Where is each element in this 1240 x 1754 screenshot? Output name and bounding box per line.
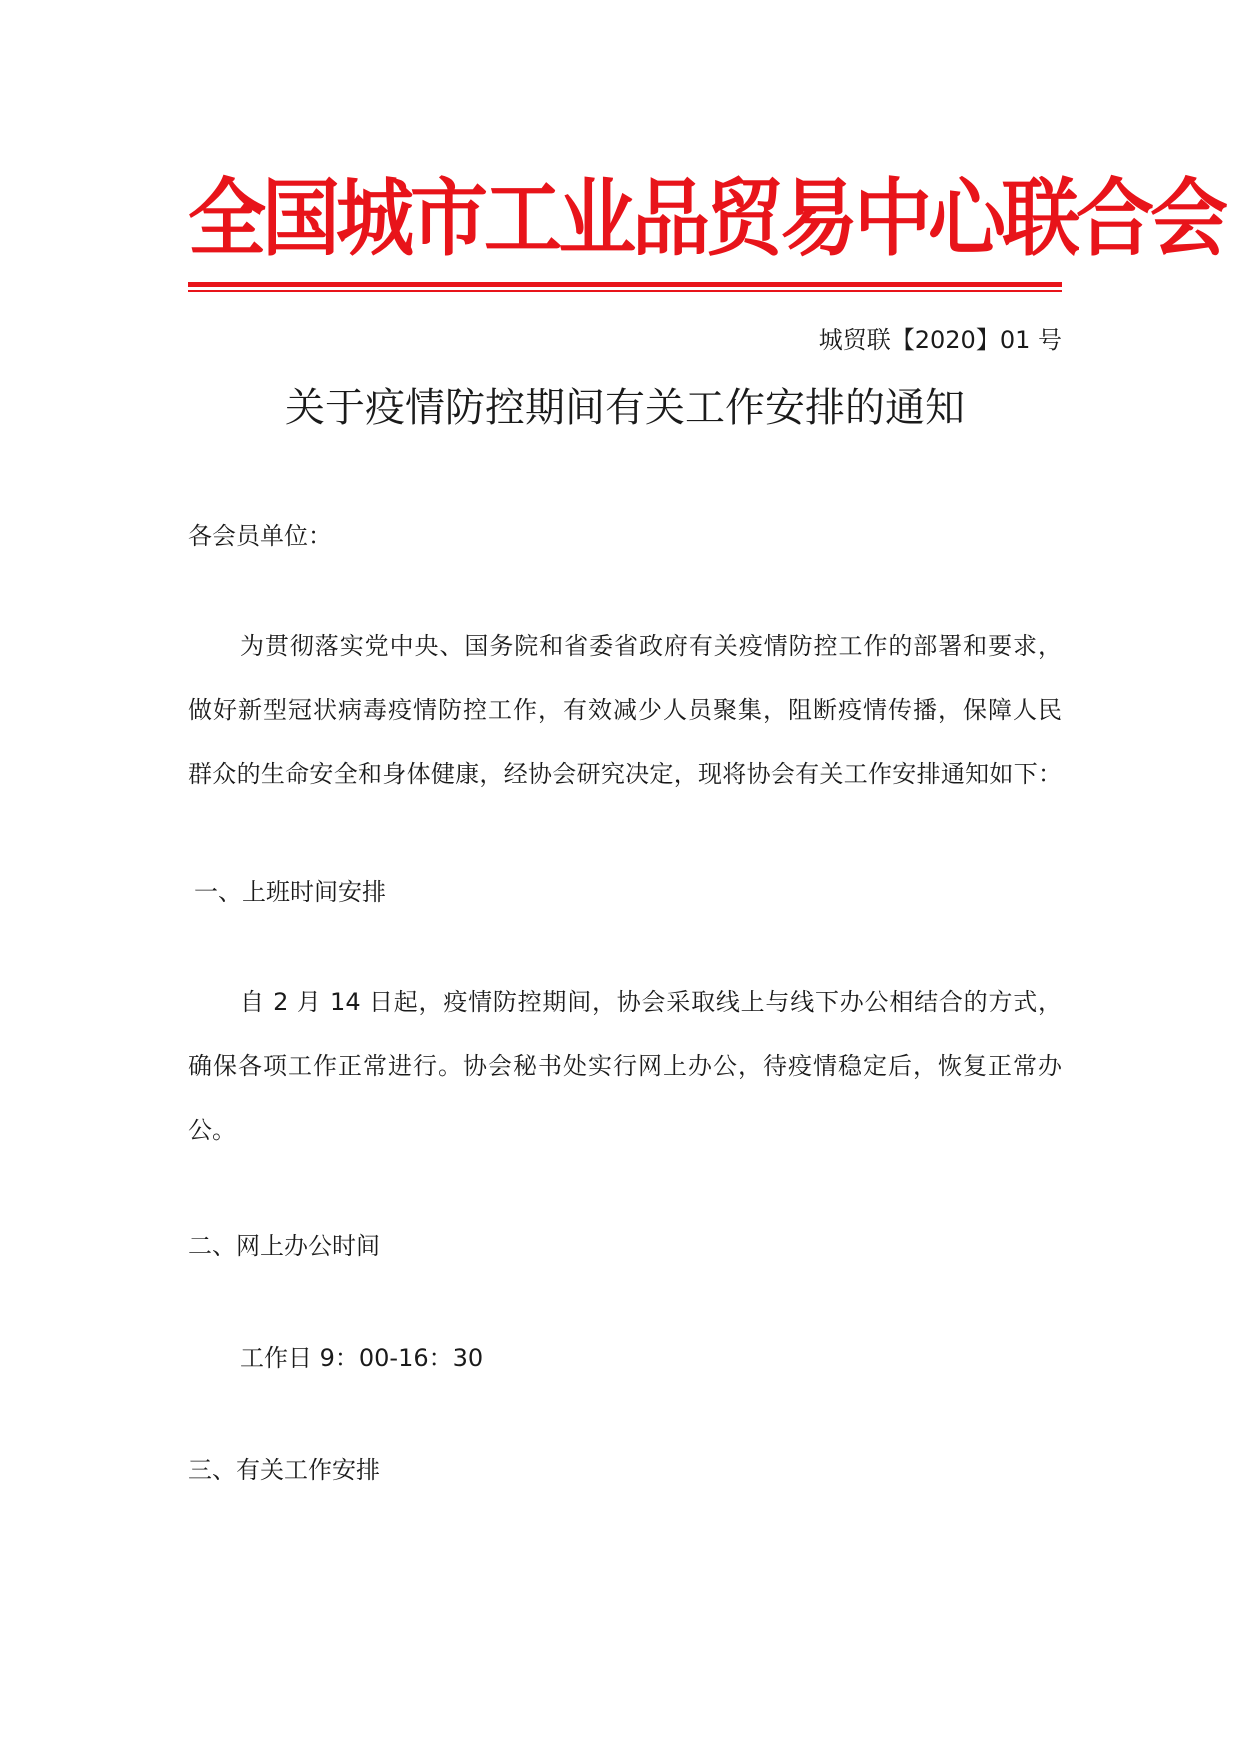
letterhead-org-name: 全国城市工业品贸易中心联合会: [188, 169, 1225, 268]
intro-line-3: 群众的生命安全和身体健康，经协会研究决定，现将协会有关工作安排通知如下：: [188, 760, 1062, 788]
letterhead-red-rule-thin: [188, 290, 1062, 292]
section-1-heading: 一、上班时间安排: [194, 878, 386, 906]
letterhead-red-rule-thick: [188, 282, 1062, 287]
section-1-line-1: 自 2 月 14 日起，疫情防控期间，协会采取线上与线下办公相结合的方式，: [240, 988, 1062, 1016]
document-title: 关于疫情防控期间有关工作安排的通知: [285, 385, 965, 431]
intro-line-1: 为贯彻落实党中央、国务院和省委省政府有关疫情防控工作的部署和要求，: [240, 632, 1062, 660]
section-1-line-2: 确保各项工作正常进行。协会秘书处实行网上办公，待疫情稳定后，恢复正常办: [188, 1052, 1062, 1080]
section-3-heading: 三、有关工作安排: [188, 1456, 380, 1484]
section-2-heading: 二、网上办公时间: [188, 1232, 380, 1260]
section-1-line-3: 公。: [188, 1116, 236, 1144]
document-number: 城贸联【2020】01 号: [818, 326, 1062, 354]
intro-line-2: 做好新型冠状病毒疫情防控工作，有效减少人员聚集，阻断疫情传播，保障人民: [188, 696, 1062, 724]
office-hours: 工作日 9：00-16：30: [240, 1344, 484, 1372]
salutation: 各会员单位：: [188, 522, 332, 550]
